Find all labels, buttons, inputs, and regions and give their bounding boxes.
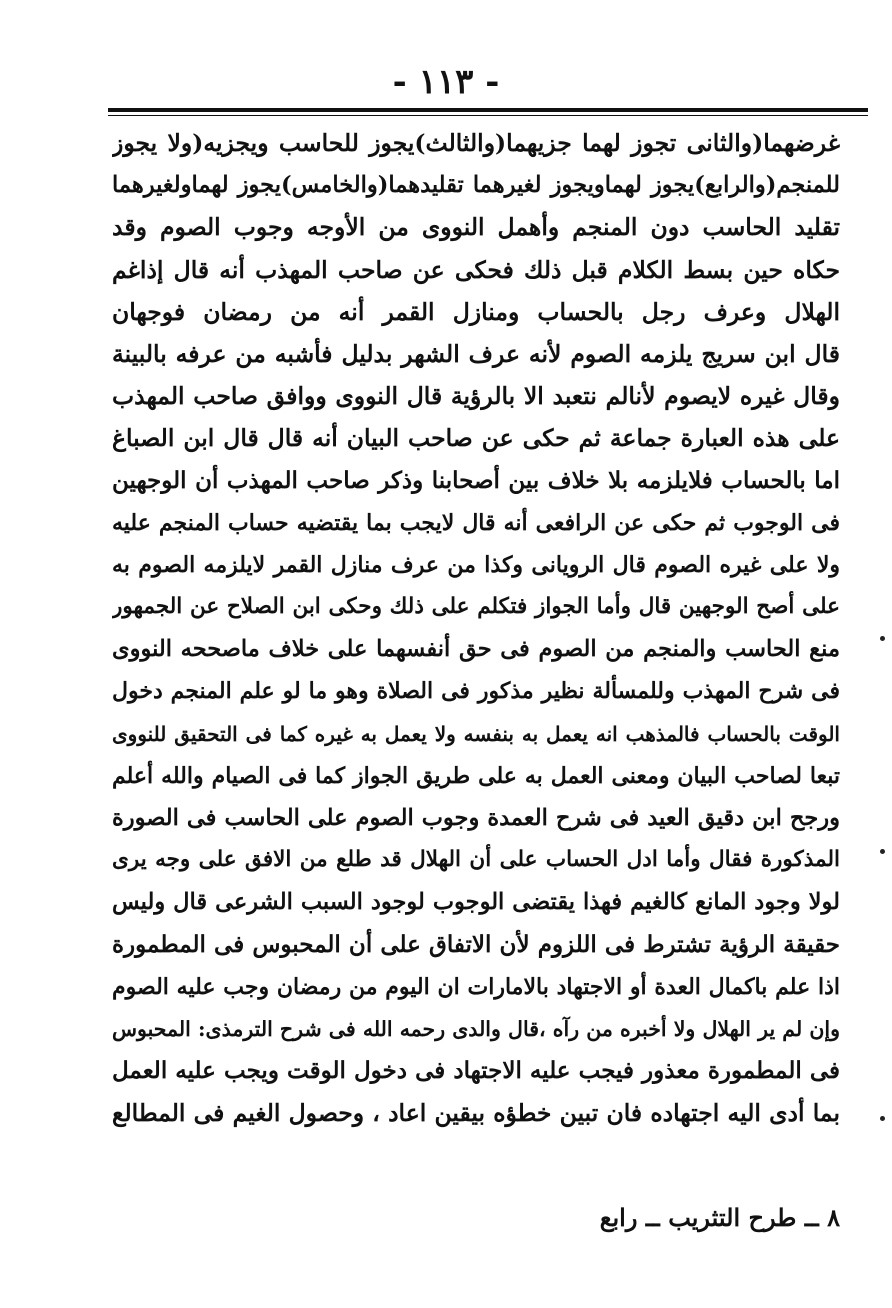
margin-mark [880, 636, 885, 641]
text-line: بما أدى اليه اجتهاده فان تبين خطؤه بيقين اعاد ، وحصول الغيم فى المطالع [112, 1099, 840, 1128]
text-line: الهلال وعرف رجل بالحساب ومنازل القمر أنه من رمضان فوجهان [112, 297, 840, 326]
text-line: اما بالحساب فلايلزمه بلا خلاف بين أصحابنا وذكر صاحب المهذب أن الوجهين [112, 466, 840, 494]
text-line: فى شرح المهذب وللمسألة نظير مذكور فى الصلاة وهو ما لو علم المنجم دخول [112, 678, 840, 705]
text-line: فى المطمورة معذور فيجب عليه الاجتهاد فى دخول الوقت ويجب عليه العمل [112, 1057, 840, 1085]
signature-footer: ٨ ــ طرح التثريب ــ رابع [599, 1203, 840, 1232]
text-line: تبعا لصاحب البيان ومعنى العمل به على طريق الجواز كما فى الصيام والله أعلم [112, 762, 840, 789]
header-rule [108, 108, 868, 112]
text-line: لولا وجود المانع كالغيم فهذا يقتضى الوجوب لوجود السبب الشرعى قال وليس [112, 889, 840, 916]
body-text [112, 122, 840, 1135]
text-line: فى الوجوب ثم حكى عن الرافعى أنه قال لايجب بما يقتضيه حساب المنجم عليه [112, 509, 840, 536]
text-line: ورجح ابن دقيق العيد فى شرح العمدة وجوب الصوم على الحاسب فى الصورة [112, 805, 840, 831]
page-number: - ١١٣ - [392, 62, 500, 102]
text-line: غرضهما(والثانى تجوز لهما جزيهما(والثالث)يجوز للحاسب ويجزيه(ولا يجوز [112, 129, 840, 157]
text-line: على هذه العبارة جماعة ثم حكى عن صاحب البيان أنه قال قال ابن الصباغ [112, 424, 840, 453]
text-line: وإن لم ير الهلال ولا أخبره من رآه ،قال والدى رحمه الله فى شرح الترمذى: المحبوس [112, 1016, 840, 1041]
text-line: ولا على غيره الصوم قال الرويانى وكذا من عرف منازل القمر لايلزمه الصوم به [112, 551, 840, 578]
margin-mark [880, 1116, 885, 1121]
text-line: وقال غيره لايصوم لأنالم نتعبد الا بالرؤية قال النووى ووافق صاحب المهذب [112, 382, 840, 411]
text-line: حكاه حين بسط الكلام قبل ذلك فحكى عن صاحب المهذب أنه قال إذاغم [112, 255, 840, 284]
text-line: حقيقة الرؤية تشترط فى اللزوم لأن الاتفاق على أن المحبوس فى المطمورة [112, 930, 840, 958]
text-line: للمنجم(والرابع)يجوز لهماويجوز لغيرهما تقليدهما(والخامس)يجوز لهماولغيرهما [112, 172, 840, 199]
text-line: الوقت بالحساب فالمذهب انه يعمل به بنفسه ولا يعمل به غيره كما فى التحقيق للنووى [112, 721, 840, 746]
header-rule-thin [108, 115, 868, 116]
text-line: المذكورة فقال وأما ادل الحساب على أن الهلال قد طلع من الافق على وجه يرى [112, 847, 840, 873]
text-line: قال ابن سريج يلزمه الصوم لأنه عرف الشهر بدليل فأشبه من عرفه بالبينة [112, 339, 840, 368]
text-line: تقليد الحاسب دون المنجم وأهمل النووى من الأوجه وجوب الصوم وقد [112, 213, 840, 242]
text-line: على أصح الوجهين قال وأما الجواز فتكلم على ذلك وحكى ابن الصلاح عن الجمهور [112, 594, 840, 620]
text-line: منع الحاسب والمنجم من الصوم فى حق أنفسهما على خلاف ماصححه النووى [112, 636, 840, 663]
margin-mark [880, 849, 885, 854]
text-line: اذا علم باكمال العدة أو الاجتهاد بالامارات ان اليوم من رمضان وجب عليه الصوم [112, 973, 840, 1000]
